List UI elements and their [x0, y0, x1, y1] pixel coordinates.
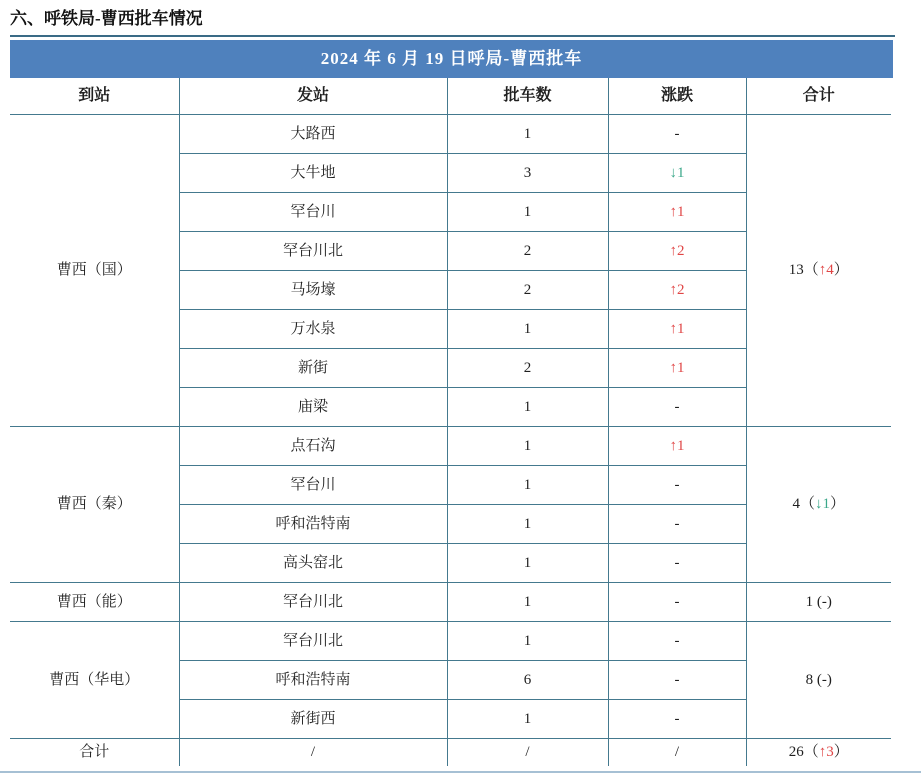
- trend-value: -: [674, 476, 680, 493]
- count-cell: 2: [447, 232, 608, 271]
- group-total-cell: [746, 622, 891, 739]
- count-cell: 2: [447, 271, 608, 310]
- change-cell: [608, 583, 746, 622]
- change-cell: [608, 700, 746, 739]
- total-prefix: 1 (-): [805, 593, 832, 610]
- total-delta: ↑4: [818, 262, 834, 279]
- trend-value: ↓1: [669, 164, 685, 181]
- trend-value: ↑2: [669, 281, 685, 298]
- dest-group-cell: 曹西（秦）: [10, 427, 179, 583]
- change-cell: [608, 622, 746, 661]
- origin-slash-cell: /: [179, 739, 447, 767]
- station-cell: 马场壕: [179, 271, 447, 310]
- trend-value: -: [674, 515, 680, 532]
- trend-value: ↑2: [669, 242, 685, 259]
- change-cell: [608, 544, 746, 583]
- count-cell: 1: [447, 193, 608, 232]
- grand-total-label: 合计: [10, 739, 179, 767]
- count-cell: 1: [447, 466, 608, 505]
- change-cell: [608, 466, 746, 505]
- change-cell: [608, 232, 746, 271]
- trend-value: -: [674, 710, 680, 727]
- change-cell: [608, 193, 746, 232]
- trend-value: -: [674, 593, 680, 610]
- count-cell: 2: [447, 349, 608, 388]
- table-title: 2024 年 6 月 19 日呼局-曹西批车: [320, 49, 583, 68]
- station-cell: 罕台川: [179, 193, 447, 232]
- station-cell: 大牛地: [179, 154, 447, 193]
- col-header-count: 批车数: [447, 78, 608, 115]
- change-cell: [608, 271, 746, 310]
- station-cell: 大路西: [179, 115, 447, 154]
- grand-total-row: [10, 739, 891, 767]
- station-cell: 点石沟: [179, 427, 447, 466]
- total-suffix: ）: [833, 744, 849, 761]
- table-title-banner: [10, 40, 893, 78]
- count-cell: 1: [447, 544, 608, 583]
- count-slash-cell: /: [447, 739, 608, 767]
- table-row: [10, 583, 891, 622]
- count-cell: 6: [447, 661, 608, 700]
- dest-group-cell: 曹西（华电）: [10, 622, 179, 739]
- trend-value: ↑1: [669, 359, 685, 376]
- count-cell: 1: [447, 700, 608, 739]
- station-cell: 万水泉: [179, 310, 447, 349]
- count-cell: 3: [447, 154, 608, 193]
- station-cell: 呼和浩特南: [179, 661, 447, 700]
- col-header-origin: 发站: [179, 78, 447, 115]
- table-row: [10, 115, 891, 154]
- batch-table: [10, 78, 891, 766]
- station-cell: 罕台川北: [179, 622, 447, 661]
- total-prefix: 26（: [788, 744, 819, 761]
- total-suffix: ）: [833, 262, 849, 279]
- count-cell: 1: [447, 505, 608, 544]
- station-cell: 罕台川北: [179, 583, 447, 622]
- station-cell: 新街: [179, 349, 447, 388]
- change-cell: [608, 154, 746, 193]
- station-cell: 罕台川北: [179, 232, 447, 271]
- group-total-cell: [746, 115, 891, 427]
- count-cell: 1: [447, 115, 608, 154]
- change-cell: [608, 310, 746, 349]
- total-delta: ↑3: [818, 744, 834, 761]
- header-row: [10, 78, 891, 115]
- total-prefix: 8 (-): [805, 671, 832, 688]
- change-cell: [608, 661, 746, 700]
- change-cell: [608, 427, 746, 466]
- station-cell: 高头窑北: [179, 544, 447, 583]
- trend-value: -: [674, 398, 680, 415]
- count-cell: 1: [447, 388, 608, 427]
- table-row: [10, 427, 891, 466]
- total-suffix: ）: [830, 496, 846, 513]
- count-cell: 1: [447, 583, 608, 622]
- trend-value: -: [674, 671, 680, 688]
- group-total-cell: [746, 427, 891, 583]
- count-cell: 1: [447, 310, 608, 349]
- total-prefix: 13（: [788, 262, 819, 279]
- col-header-total: 合计: [746, 78, 891, 115]
- dest-group-cell: 曹西（能）: [10, 583, 179, 622]
- station-cell: 新街西: [179, 700, 447, 739]
- dest-group-cell: 曹西（国）: [10, 115, 179, 427]
- trend-value: -: [674, 554, 680, 571]
- change-cell: [608, 505, 746, 544]
- trend-value: ↑1: [669, 437, 685, 454]
- table-row: [10, 622, 891, 661]
- trend-value: -: [674, 125, 680, 142]
- total-delta: ↓1: [815, 496, 830, 513]
- total-prefix: 4（: [792, 496, 815, 513]
- count-cell: 1: [447, 622, 608, 661]
- station-cell: 罕台川: [179, 466, 447, 505]
- group-total-cell: [746, 583, 891, 622]
- change-slash-cell: /: [608, 739, 746, 767]
- trend-value: -: [674, 632, 680, 649]
- grand-total-cell: [746, 739, 891, 767]
- bottom-edge-line: [0, 771, 921, 773]
- change-cell: [608, 388, 746, 427]
- trend-value: ↑1: [669, 203, 685, 220]
- change-cell: [608, 349, 746, 388]
- station-cell: 庙梁: [179, 388, 447, 427]
- page-title: 六、呼铁局-曹西批车情况: [10, 9, 203, 28]
- count-cell: 1: [447, 427, 608, 466]
- station-cell: 呼和浩特南: [179, 505, 447, 544]
- divider-line: [10, 35, 895, 37]
- col-header-change: 涨跌: [608, 78, 746, 115]
- col-header-dest: 到站: [10, 78, 179, 115]
- change-cell: [608, 115, 746, 154]
- trend-value: ↑1: [669, 320, 685, 337]
